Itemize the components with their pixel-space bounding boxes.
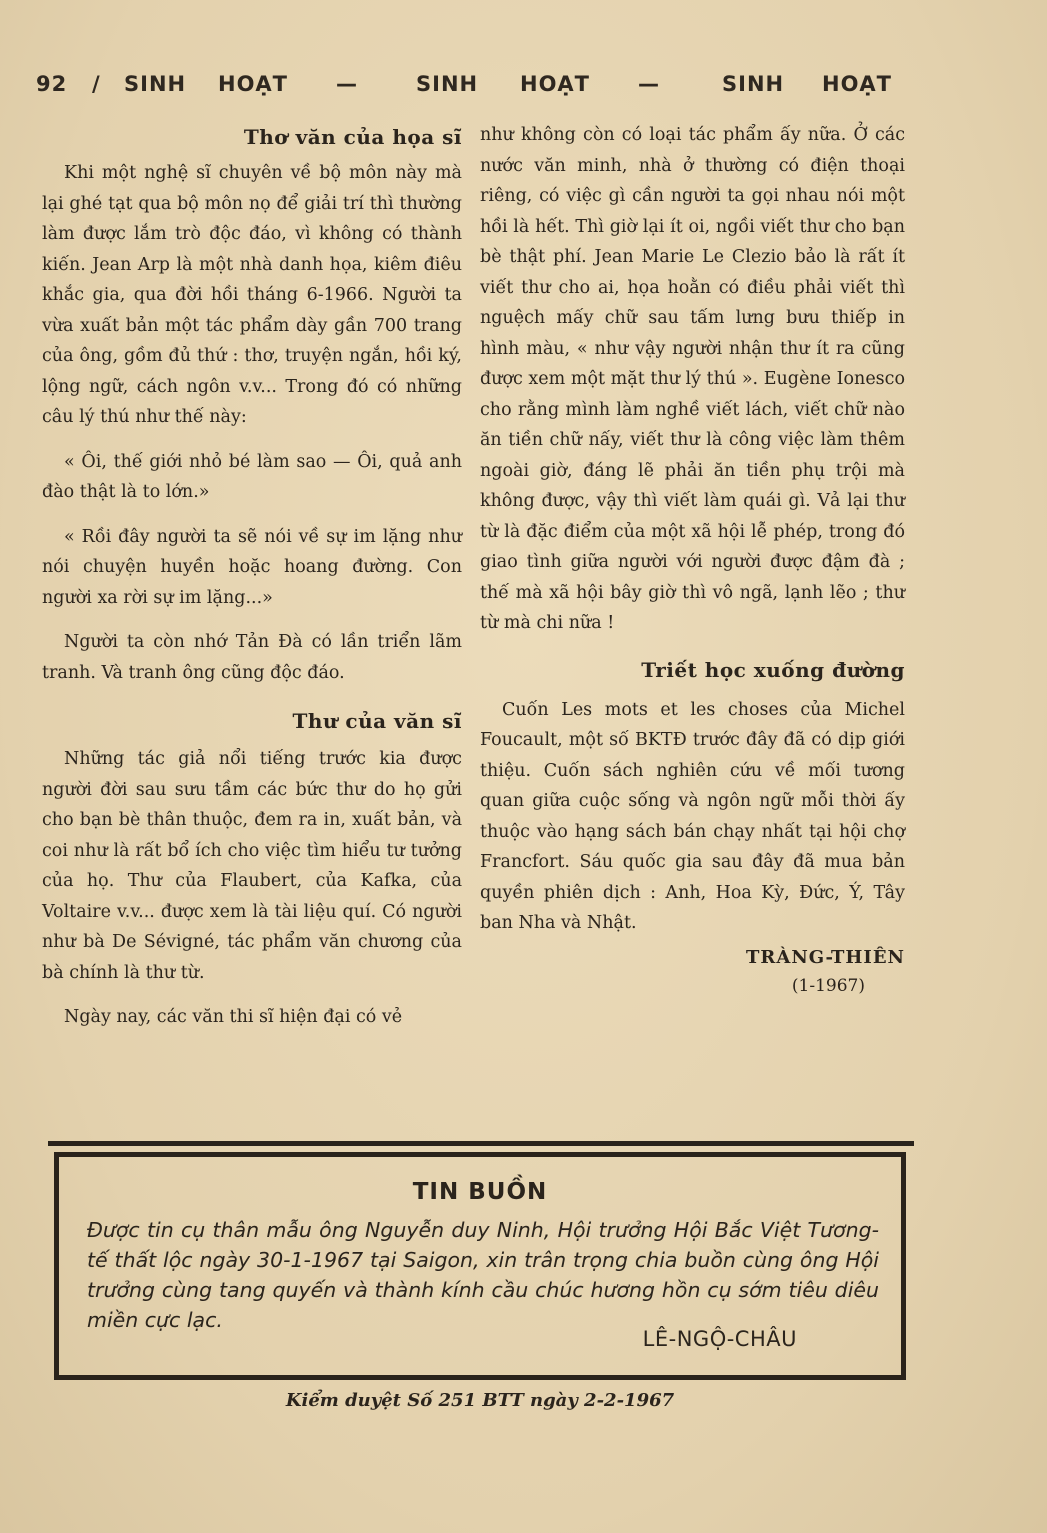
header-dash: — (638, 72, 660, 96)
paragraph: Người ta còn nhớ Tản Đà có lần triển lãm tranh. Và tranh ông cũng độc đáo. (42, 632, 462, 683)
notice-text: Được tin cụ thân mẫu ông Nguyễn duy Ninh, Hội trưởng Hội Bắc Việt Tương-tế thất lộc ngày 30-1-1967 tại Saigon, xin trân trọng chia buồn cùng ông Hội trưởng cùng tang quyến và thành kính cầu chúc hương hồn cụ sớm tiêu diêu miền cực lạc. (87, 1218, 879, 1332)
paragraph: Cuốn Les mots et les choses của Michel Foucault, một số BKTĐ trước đây đã có dịp giới thiệu. Cuốn sách nghiên cứu về mối tương quan giữa cuộc sống và ngôn ngữ mỗi thời ấy thuộc vào hạng sách bán chạy nhất tại hội chợ Francfort. Sáu quốc gia sau đây đã mua bản quyền phiên dịch : Anh, Hoa Kỳ, Đức, Ý, Tây ban Nha và Nhật. (480, 699, 905, 933)
section-title-philosophy: Triết học xuống đường (641, 657, 905, 682)
censor-note: Kiểm duyệt Số 251 BTT ngày 2-2-1967 (285, 1390, 675, 1411)
notice-title: TIN BUỒN (412, 1179, 548, 1205)
header-dash: — (336, 72, 358, 96)
obituary-notice-box (54, 1152, 906, 1380)
divider (48, 1141, 914, 1146)
section-title-poetry: Thơ văn của họa sĩ (243, 125, 462, 149)
paragraph: Khi một nghệ sĩ chuyên về bộ môn này mà lại ghé tạt qua bộ môn nọ để giải trí thì thường làm được lắm trò độc đáo, vì không có thành kiến. Jean Arp là một nhà danh họa, kiêm điêu khắc gia, qua đời hồi tháng 6-1966. Người ta vừa xuất bản một tác phẩm dày gần 700 trang của ông, gồm đủ thứ : thơ, truyện ngắn, hồi ký, lộng ngữ, cách ngôn v.v... Trong đó có những câu lý thú như thế này: (42, 163, 462, 427)
paragraph: Ngày nay, các văn thi sĩ hiện đại có vẻ (64, 1007, 403, 1027)
author-signature: TRÀNG-THIÊN (746, 946, 905, 968)
author-date: (1-1967) (791, 975, 865, 996)
paragraph-continued: như không còn có loại tác phẩm ấy nữa. Ở các nước văn minh, nhà ở thường có điện thoại riêng, có việc gì cần người ta gọi nhau nói một hồi là hết. Thì giờ lại ít oi, ngồi viết thư cho bạn bè thật phí. Jean Marie Le Clezio bảo là rất ít viết thư cho ai, họa hoằn có điều phải viết thì nguệch mấy chữ sau tấm lưng bưu thiếp in hình màu, « như vậy người nhận thư ít ra cũng được xem một mặt thư lý thú ». Eugène Ionesco cho rằng mình làm nghề viết lách, viết chữ nào ăn tiền chữ nấy, viết thư là công việc làm thêm ngoài giờ, đáng lẽ phải ăn tiền phụ trội mà không được, vậy thì viết làm quái gì. Vả lại thư từ là đặc điểm của một xã hội lễ phép, trong đó giao tình giữa người với người được đậm đà ; thế mà xã hội bây giờ thì vô ngã, lạnh lẽo ; thư từ mà chi nữa ! (480, 125, 905, 633)
page-number: 92 (36, 72, 68, 96)
section-title-letters: Thư của văn sĩ (292, 709, 462, 733)
header-slash: / (92, 72, 101, 96)
running-header (36, 64, 906, 100)
left-column (42, 120, 462, 1033)
quote: « Rồi đây người ta sẽ nói về sự im lặng như nói chuyện huyền hoặc hoang đường. Con người xa rời sự im lặng...» (42, 526, 462, 608)
paragraph: Những tác giả nổi tiếng trước kia được người đời sau sưu tầm các bức thư do họ gửi cho bạn bè thân thuộc, đem ra in, xuất bản, và coi như là rất bổ ích cho việc tìm hiểu tư tưởng của họ. Thư của Flaubert, của Kafka, của Voltaire v.v... được xem là tài liệu quí. Có người như bà De Sévigné, tác phẩm văn chương của bà chính là thư từ. (42, 749, 462, 983)
header-word: SINH (124, 72, 187, 96)
right-column (480, 120, 905, 999)
header-word: HOẠT (520, 72, 591, 96)
notice-signature: LÊ-NGỘ-CHÂU (642, 1327, 797, 1351)
header-word: HOẠT (822, 72, 893, 96)
quote: « Ôi, thế giới nhỏ bé làm sao — Ôi, quả anh đào thật là to lớn.» (42, 451, 462, 502)
header-word: HOẠT (218, 72, 289, 96)
header-word: SINH (416, 72, 479, 96)
header-word: SINH (722, 72, 785, 96)
